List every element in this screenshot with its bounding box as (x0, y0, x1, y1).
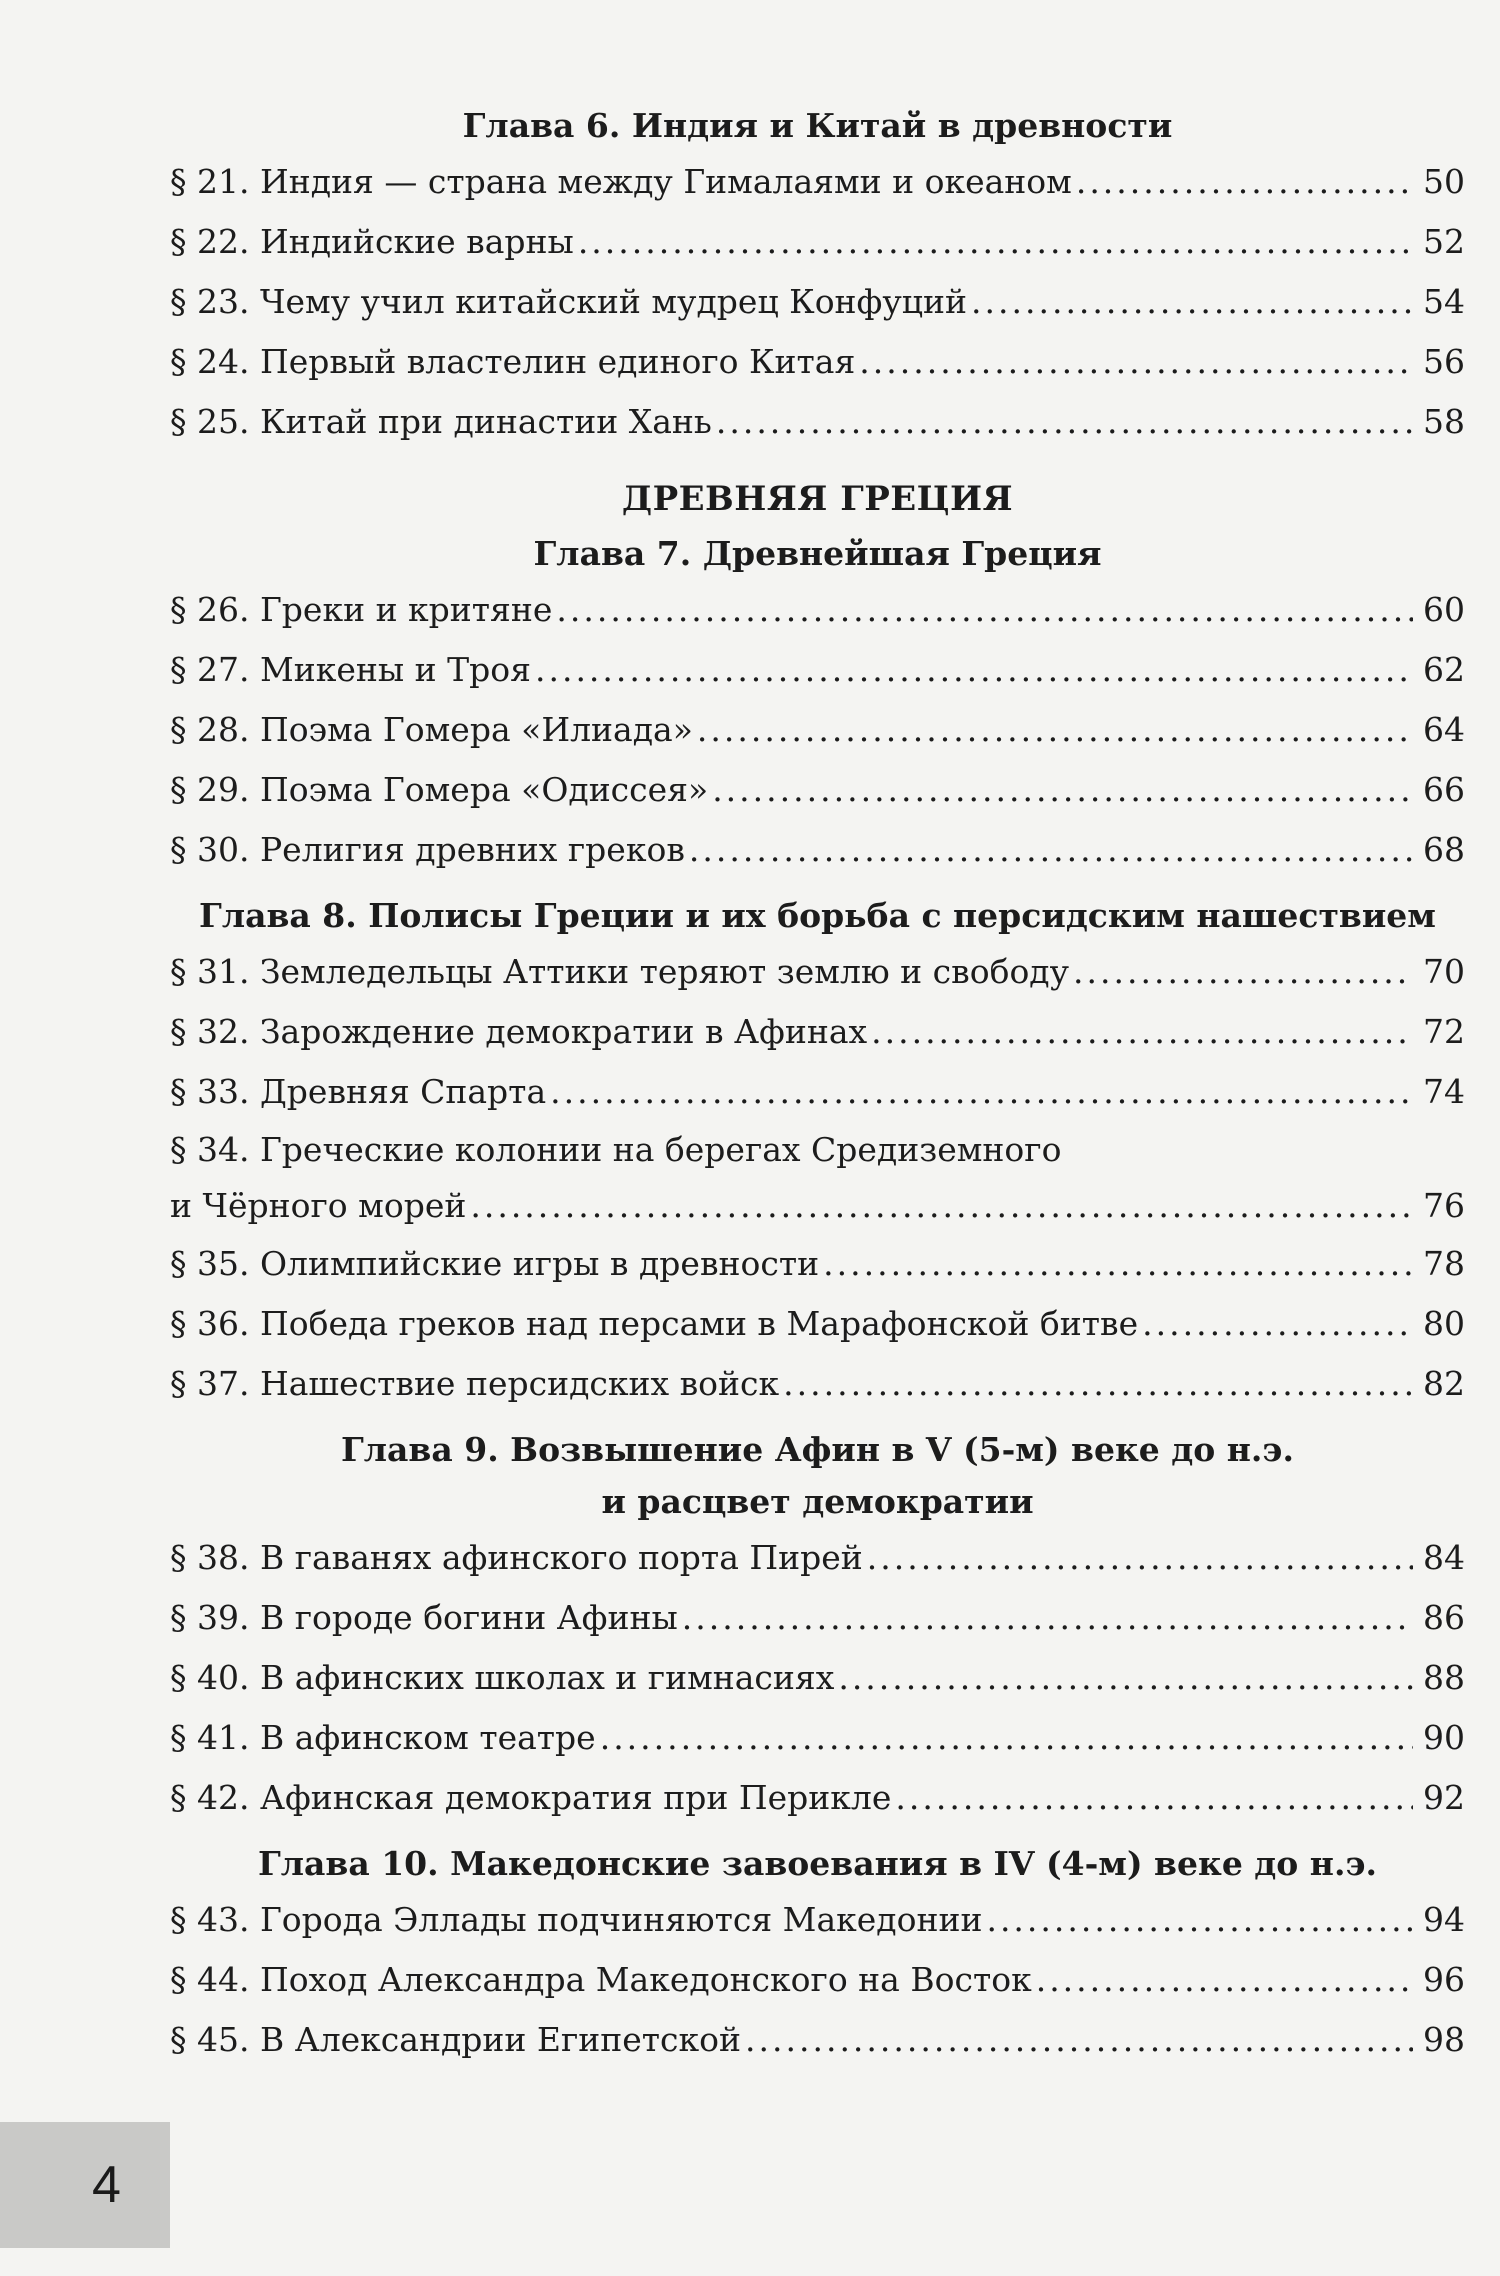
toc-entry (170, 1234, 1465, 1294)
toc-entry-page: 68 (1423, 830, 1465, 869)
toc-entry (170, 1648, 1465, 1708)
leader-dots (871, 1002, 1413, 1062)
chapter-heading-8: Глава 8. Полисы Греции и их борьба с персидским нашествием (199, 896, 1436, 935)
toc-entry-page: 62 (1423, 650, 1465, 689)
toc-entry-title-continued: и Чёрного морей (170, 1186, 467, 1225)
leader-dots (578, 212, 1413, 272)
toc-entry-title: § 36. Победа греков над персами в Марафонской битве (170, 1304, 1139, 1343)
toc-entry-page: 82 (1423, 1364, 1465, 1403)
leader-dots (689, 820, 1413, 880)
toc-entry-page: 50 (1423, 162, 1465, 201)
leader-dots (556, 580, 1413, 640)
toc-entry-title: § 42. Афинская демократия при Перикле (170, 1778, 892, 1817)
toc-entry (170, 1294, 1465, 1354)
toc-entry-page: 78 (1423, 1244, 1465, 1283)
part-heading: ДРЕВНЯЯ ГРЕЦИЯ (621, 479, 1014, 519)
toc-entry-title: § 23. Чему учил китайский мудрец Конфуций (170, 282, 968, 321)
toc-entry (170, 1002, 1465, 1062)
leader-dots (712, 760, 1413, 820)
leader-dots (600, 1708, 1413, 1768)
toc-entry (170, 152, 1465, 212)
toc-entry-page: 70 (1423, 952, 1465, 991)
toc-entry-title: § 22. Индийские варны (170, 222, 574, 261)
toc-entry-page: 94 (1423, 1900, 1465, 1939)
toc-entry-title: § 32. Зарождение демократии в Афинах (170, 1012, 868, 1051)
toc-entry-page: 52 (1423, 222, 1465, 261)
toc-entry (170, 942, 1465, 1002)
toc-entry (170, 1768, 1465, 1828)
toc-entry-page: 98 (1423, 2020, 1465, 2059)
toc-entry (170, 1588, 1465, 1648)
toc-entry-title: § 44. Поход Александра Македонского на Восток (170, 1960, 1032, 1999)
toc-entry-title: § 25. Китай при династии Хань (170, 402, 712, 441)
leader-dots (971, 272, 1413, 332)
leader-dots (716, 392, 1413, 452)
chapter-heading-7: Глава 7. Древнейшая Греция (533, 534, 1102, 573)
toc-entry-title: § 38. В гаванях афинского порта Пирей (170, 1538, 863, 1577)
toc-entry-title: § 26. Греки и критяне (170, 590, 553, 629)
toc-entry-title: § 40. В афинских школах и гимнасиях (170, 1658, 835, 1697)
leader-dots (550, 1062, 1413, 1122)
leader-dots (697, 700, 1413, 760)
toc-entry (170, 580, 1465, 640)
toc-entry-title: § 28. Поэма Гомера «Илиада» (170, 710, 693, 749)
leader-dots (1142, 1294, 1413, 1354)
leader-dots (1036, 1950, 1413, 2010)
toc-entry-title: § 27. Микены и Троя (170, 650, 531, 689)
toc-entry-title: § 37. Нашествие персидских войск (170, 1364, 780, 1403)
toc-entry-title: § 21. Индия — страна между Гималаями и океаном (170, 162, 1072, 201)
page-number: 4 (0, 2122, 170, 2248)
toc-entry (170, 1950, 1465, 2010)
toc-entry-title: § 45. В Александрии Египетской (170, 2020, 742, 2059)
toc-entry-page: 84 (1423, 1538, 1465, 1577)
toc-entry (170, 332, 1465, 392)
toc-entry-page: 66 (1423, 770, 1465, 809)
leader-dots (867, 1528, 1413, 1588)
toc-entry (170, 1354, 1465, 1414)
leader-dots (470, 1178, 1413, 1234)
chapter-heading-9: Глава 9. Возвышение Афин в V (5-м) веке до н.э. (341, 1430, 1294, 1469)
toc-entry-title: § 43. Города Эллады подчиняются Македонии (170, 1900, 983, 1939)
toc-entry (170, 1890, 1465, 1950)
toc-entry-title: § 35. Олимпийские игры в древности (170, 1244, 820, 1283)
toc-entry-title: § 30. Религия древних греков (170, 830, 685, 869)
toc-entry (170, 1528, 1465, 1588)
chapter-heading-10: Глава 10. Македонские завоевания в IV (4-м) веке до н.э. (257, 1844, 1378, 1883)
toc-entry-page: 54 (1423, 282, 1465, 321)
leader-dots (823, 1234, 1413, 1294)
chapter-heading-9-continued: и расцвет демократии (601, 1482, 1034, 1521)
toc-entry-page: 96 (1423, 1960, 1465, 1999)
toc-entry-page: 80 (1423, 1304, 1465, 1343)
toc-entry-page: 88 (1423, 1658, 1465, 1697)
toc-entry (170, 1062, 1465, 1122)
toc-entry-title: § 41. В афинском театре (170, 1718, 596, 1757)
toc-entry (170, 212, 1465, 272)
toc-entry-title: § 31. Земледельцы Аттики теряют землю и свободу (170, 952, 1070, 991)
leader-dots (535, 640, 1413, 700)
leader-dots (745, 2010, 1413, 2070)
leader-dots (895, 1768, 1413, 1828)
toc-entry (170, 700, 1465, 760)
toc-entry (170, 640, 1465, 700)
table-of-contents (170, 100, 1465, 2070)
toc-entry-page: 58 (1423, 402, 1465, 441)
leader-dots (1073, 942, 1413, 1002)
leader-dots (859, 332, 1413, 392)
toc-entry-title: § 33. Древняя Спарта (170, 1072, 547, 1111)
toc-entry (170, 1708, 1465, 1768)
toc-entry-page: 56 (1423, 342, 1465, 381)
chapter-heading-6: Глава 6. Индия и Китай в древности (462, 106, 1173, 145)
toc-entry-title: § 24. Первый властелин единого Китая (170, 342, 856, 381)
leader-dots (682, 1588, 1413, 1648)
toc-entry (170, 392, 1465, 452)
leader-dots (986, 1890, 1413, 1950)
toc-entry-title: § 34. Греческие колонии на берегах Средиземного (170, 1130, 1062, 1169)
toc-entry (170, 272, 1465, 332)
leader-dots (1076, 152, 1413, 212)
toc-entry-page: 90 (1423, 1718, 1465, 1757)
leader-dots (838, 1648, 1413, 1708)
toc-entry-page: 86 (1423, 1598, 1465, 1637)
toc-entry-page: 92 (1423, 1778, 1465, 1817)
toc-entry-page: 64 (1423, 710, 1465, 749)
toc-entry (170, 1122, 1465, 1234)
toc-entry-page: 76 (1423, 1186, 1465, 1225)
toc-entry-page: 74 (1423, 1072, 1465, 1111)
toc-entry (170, 820, 1465, 880)
toc-entry-page: 72 (1423, 1012, 1465, 1051)
leader-dots (783, 1354, 1413, 1414)
toc-entry-page: 60 (1423, 590, 1465, 629)
toc-entry (170, 2010, 1465, 2070)
toc-entry-title: § 29. Поэма Гомера «Одиссея» (170, 770, 709, 809)
toc-entry-title: § 39. В городе богини Афины (170, 1598, 678, 1637)
toc-entry (170, 760, 1465, 820)
